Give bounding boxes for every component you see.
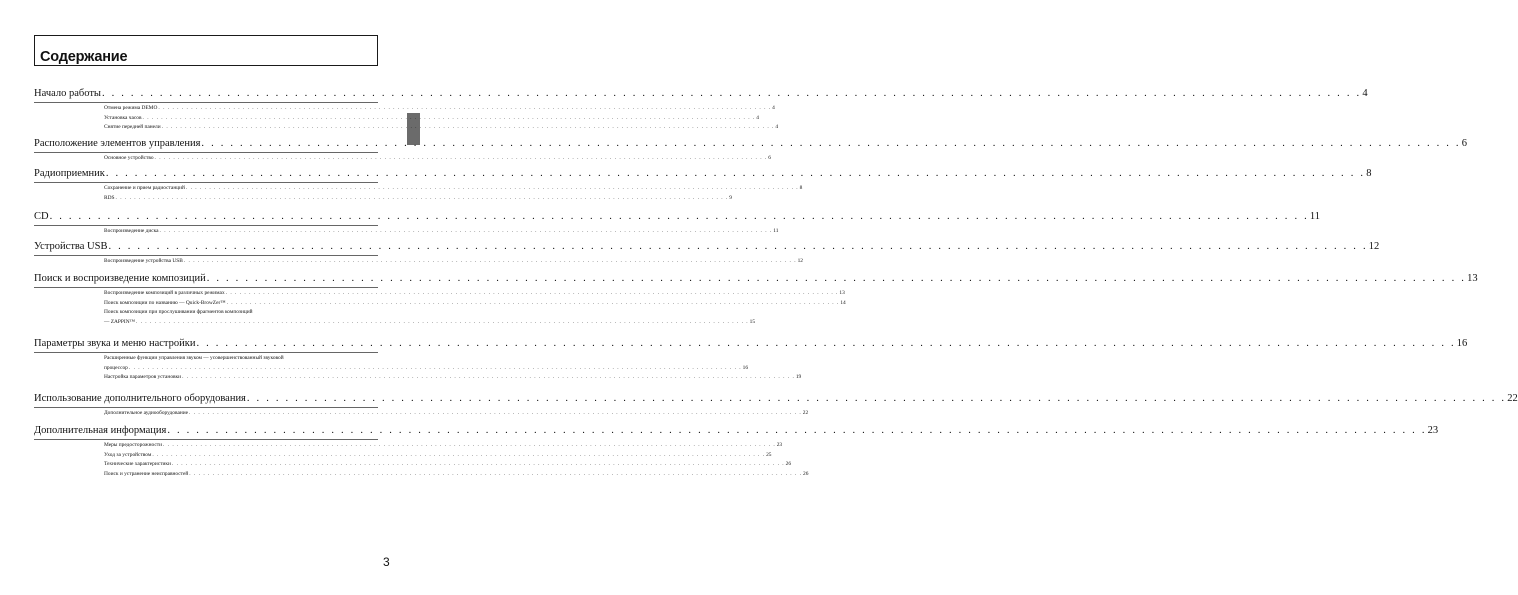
dot-leader: . . . . . . . . . . . . . . . . . . . . . . . . . . . . . . . . . . . . . . . . . . . . . . . . . . . . . . . . . . . . . . . . . . . . . . . . . . . . . . . . . . . . . . . . . . . . . . . . . . . . . . . . . . . . . . . . . . . . . . . . . . . . . . . . . . .: [142, 114, 756, 121]
toc-item-label: Сохранение и прием радиостанций: [104, 185, 185, 191]
toc-item-page: 11: [773, 228, 779, 234]
toc-section-entry[interactable]: [34, 210, 1321, 223]
toc-subitems: [34, 104, 779, 133]
dot-leader: . . . . . . . . . . . . . . . . . . . . . . . . . . . . . . . . . . . . . . . . . . . . . . . . . . . . . . . . . . . . . . . . . . . . . . . . . . . . . . . . . . . . . . . . . . . . . . . . . . . . . . . . . . . . . . . . . . . . . . . . . . . . . . . . . . .: [171, 461, 785, 468]
section-divider: [34, 439, 378, 440]
toc-item-page: 14: [840, 299, 846, 306]
toc-section-title: Поиск и воспроизведение композиций: [34, 273, 206, 284]
dot-leader: . . . . . . . . . . . . . . . . . . . . . . . . . . . . . . . . . . . . . . . . . . . . . . . . . . . . . . . . . . . . . . . . . . . . . . . . . . . . . . . . . . . . . . . . . . . . . . . . . . . . . . . . . . . . . . . . . . . . . . . . . . . . . . . . . . .: [108, 241, 1368, 252]
section-divider: [34, 407, 378, 408]
toc-section: [34, 87, 1368, 133]
toc-section-page: 23: [1427, 425, 1439, 436]
dot-leader: . . . . . . . . . . . . . . . . . . . . . . . . . . . . . . . . . . . . . . . . . . . . . . . . . . . . . . . . . . . . . . . . . . . . . . . . . . . . . . . . . . . . . . . . . . . . . . . . . . . . . . . . . . . . . . . . . . . . . . . . . . . . . . . . . . .: [128, 364, 742, 371]
toc-section: [34, 210, 1321, 237]
toc-item-label: Технические характеристики: [104, 461, 171, 468]
toc-item-label: процессор: [104, 364, 128, 371]
toc-item-entry[interactable]: [104, 104, 775, 114]
dot-leader: . . . . . . . . . . . . . . . . . . . . . . . . . . . . . . . . . . . . . . . . . . . . . . . . . . . . . . . . . . . . . . . . . . . . . . . . . . . . . . . . . . . . . . . . . . . . . . . . . . . . . . . . . . . . . . . . . . . . . . . . . . . . . . . . . . .: [189, 470, 803, 477]
toc-item-page: 26: [803, 470, 809, 477]
toc-section-entry[interactable]: [34, 87, 1368, 100]
toc-section-page: 11: [1309, 211, 1321, 222]
dot-leader: . . . . . . . . . . . . . . . . . . . . . . . . . . . . . . . . . . . . . . . . . . . . . . . . . . . . . . . . . . . . . . . . . . . . . . . . . . . . . . . . . . . . . . . . . . . . . . . . . . . . . . . . . . . . . . . . . . . . . . . . . . . . . . . . . . .: [49, 211, 1309, 222]
toc-item-label: Дополнительное аудиооборудование: [104, 410, 189, 416]
dot-leader: . . . . . . . . . . . . . . . . . . . . . . . . . . . . . . . . . . . . . . . . . . . . . . . . . . . . . . . . . . . . . . . . . . . . . . . . . . . . . . . . . . . . . . . . . . . . . . . . . . . . . . . . . . . . . . . . . . . . . . . . . . . . . . . . . . .: [206, 273, 1467, 284]
toc-item-page: 25: [766, 451, 772, 458]
toc-item-entry[interactable]: [104, 409, 809, 419]
toc-item-label: — ZAPPIN™: [104, 318, 135, 325]
toc-section: [34, 337, 1468, 383]
dot-leader: . . . . . . . . . . . . . . . . . . . . . . . . . . . . . . . . . . . . . . . . . . . . . . . . . . . . . . . . . . . . . . . . . . . . . . . . . . . . . . . . . . . . . . . . . . . . . . . . . . . . . . . . . . . . . . . . . . . . . . . . . . . . . . . . . . .: [161, 124, 775, 131]
toc-subitems: [34, 441, 809, 479]
dot-leader: . . . . . . . . . . . . . . . . . . . . . . . . . . . . . . . . . . . . . . . . . . . . . . . . . . . . . . . . . . . . . . . . . . . . . . . . . . . . . . . . . . . . . . . . . . . . . . . . . . . . . . . . . . . . . . . . . . . . . . . . . . . . . . . . . . .: [105, 168, 1366, 179]
toc-section-page: 22: [1507, 393, 1518, 404]
toc-section-title: CD: [34, 211, 49, 222]
toc-item-label: Воспроизведение композиций в различных режимах: [104, 290, 225, 296]
toc-item-label: Поиск композиции при прослушивании фрагментов композиций: [104, 309, 253, 316]
toc-item-label: Отмена режима DEMO: [104, 105, 158, 111]
toc-section-entry[interactable]: [34, 424, 1439, 437]
toc-item-entry[interactable]: [104, 373, 802, 383]
toc-section-title: Радиоприемник: [34, 168, 105, 179]
toc-item-page: 4: [775, 124, 779, 131]
toc-subitems: [34, 184, 803, 203]
toc-item-entry[interactable]: [104, 257, 803, 267]
dot-leader: . . . . . . . . . . . . . . . . . . . . . . . . . . . . . . . . . . . . . . . . . . . . . . . . . . . . . . . . . . . . . . . . . . . . . . . . . . . . . . . . . . . . . . . . . . . . . . . . . . . . . . . . . . . . . . . . . . . . . . . . . . . . . . . . . . .: [152, 451, 766, 458]
toc-subitems: [34, 227, 779, 237]
toc-section-page: 12: [1368, 241, 1380, 252]
toc-item-label: Поиск и устранение неисправностей: [104, 470, 189, 477]
contents-title-box: [34, 35, 378, 66]
section-divider: [34, 225, 378, 226]
toc-section-page: 8: [1366, 168, 1372, 179]
toc-item-page: 15: [749, 318, 756, 325]
dot-leader: . . . . . . . . . . . . . . . . . . . . . . . . . . . . . . . . . . . . . . . . . . . . . . . . . . . . . . . . . . . . . . . . . . . . . . . . . . . . . . . . . . . . . . . . . . . . . . . . . . . . . . . . . . . . . . . . . . . . . . . . . . . . . . . . . . .: [201, 138, 1461, 149]
toc-section-title: Использование дополнительного оборудования: [34, 393, 246, 404]
toc-item-entry[interactable]: [104, 227, 779, 237]
toc-section: [34, 424, 1439, 479]
dot-leader: . . . . . . . . . . . . . . . . . . . . . . . . . . . . . . . . . . . . . . . . . . . . . . . . . . . . . . . . . . . . . . . . . . . . . . . . . . . . . . . . . . . . . . . . . . . . . . . . . . . . . . . . . . . . . . . . . . . . . . . . . . . . . . . . . . .: [135, 318, 749, 325]
toc-section: [34, 240, 1380, 267]
toc-item-entry[interactable]: [104, 470, 809, 480]
toc-item-page: 19: [795, 374, 802, 381]
toc-item-label: RDS: [104, 194, 115, 201]
toc-section-title: Расположение элементов управления: [34, 138, 201, 149]
dot-leader: . . . . . . . . . . . . . . . . . . . . . . . . . . . . . . . . . . . . . . . . . . . . . . . . . . . . . . . . . . . . . . . . . . . . . . . . . . . . . . . . . . . . . . . . . . . . . . . . . . . . . . . . . . . . . . . . . . . . . . . . . . . . . . . . . . .: [158, 105, 772, 111]
dot-leader: . . . . . . . . . . . . . . . . . . . . . . . . . . . . . . . . . . . . . . . . . . . . . . . . . . . . . . . . . . . . . . . . . . . . . . . . . . . . . . . . . . . . . . . . . . . . . . . . . . . . . . . . . . . . . . . . . . . . . . . . . . . . . . . . . . .: [189, 410, 802, 416]
toc-item-page: 23: [776, 442, 783, 448]
toc-section-entry[interactable]: [34, 167, 1372, 180]
toc-item-entry[interactable]: [104, 289, 845, 299]
dot-leader: . . . . . . . . . . . . . . . . . . . . . . . . . . . . . . . . . . . . . . . . . . . . . . . . . . . . . . . . . . . . . . . . . . . . . . . . . . . . . . . . . . . . . . . . . . . . . . . . . . . . . . . . . . . . . . . . . . . . . . . . . . . . . . . . . . .: [183, 258, 797, 264]
toc-item-page: 16: [742, 364, 749, 371]
toc-section: [34, 167, 1372, 203]
toc-section: [34, 137, 1467, 164]
toc-item-page: 6: [768, 155, 771, 161]
toc-item-label: Настройка параметров установки: [104, 374, 182, 381]
dot-leader: . . . . . . . . . . . . . . . . . . . . . . . . . . . . . . . . . . . . . . . . . . . . . . . . . . . . . . . . . . . . . . . . . . . . . . . . . . . . . . . . . . . . . . . . . . . . . . . . . . . . . . . . . . . . . . . . . . . . . . . . . . . . . . . . . . .: [154, 155, 768, 161]
section-divider: [34, 287, 378, 288]
section-divider: [34, 352, 378, 353]
toc-item-label: Расширенные функции управления звуком — усовершенствованный звуковой: [104, 355, 284, 361]
toc-subitems: [34, 154, 771, 164]
toc-section-page: 4: [1362, 88, 1368, 99]
toc-item-entry[interactable]: [104, 123, 779, 133]
page-title: Содержание: [40, 49, 128, 65]
dot-leader: . . . . . . . . . . . . . . . . . . . . . . . . . . . . . . . . . . . . . . . . . . . . . . . . . . . . . . . . . . . . . . . . . . . . . . . . . . . . . . . . . . . . . . . . . . . . . . . . . . . . . . . . . . . . . . . . . . . . . . . . . . . . . . . . . . .: [185, 185, 799, 191]
toc-item-page: 26: [785, 461, 792, 468]
toc-item-page: 22: [802, 410, 809, 416]
toc-item-label: Воспроизведение диска: [104, 228, 159, 234]
toc-item-page: 9: [729, 194, 732, 201]
dot-leader: . . . . . . . . . . . . . . . . . . . . . . . . . . . . . . . . . . . . . . . . . . . . . . . . . . . . . . . . . . . . . . . . . . . . . . . . . . . . . . . . . . . . . . . . . . . . . . . . . . . . . . . . . . . . . . . . . . . . . . . . . . . . . . . . . . .: [115, 194, 729, 201]
toc-item-page: 8: [799, 185, 803, 191]
dot-leader: . . . . . . . . . . . . . . . . . . . . . . . . . . . . . . . . . . . . . . . . . . . . . . . . . . . . . . . . . . . . . . . . . . . . . . . . . . . . . . . . . . . . . . . . . . . . . . . . . . . . . . . . . . . . . . . . . . . . . . . . . . . . . . . . . . .: [162, 442, 776, 448]
toc-item-entry[interactable]: [104, 451, 772, 461]
toc-item-label: Уход за устройством: [104, 451, 152, 458]
toc-subitems: [34, 409, 809, 419]
toc-section-title: Устройства USB: [34, 241, 108, 252]
dot-leader: . . . . . . . . . . . . . . . . . . . . . . . . . . . . . . . . . . . . . . . . . . . . . . . . . . . . . . . . . . . . . . . . . . . . . . . . . . . . . . . . . . . . . . . . . . . . . . . . . . . . . . . . . . . . . . . . . . . . . . . . . . . . . . . . . . .: [246, 393, 1507, 404]
toc-item-page: 13: [839, 290, 845, 296]
toc-section-entry[interactable]: [34, 337, 1468, 350]
toc-item-entry[interactable]: [104, 299, 846, 309]
toc-item-label: Снятие передней панели: [104, 124, 161, 131]
toc-item-page: 12: [797, 258, 803, 264]
section-divider: [34, 102, 378, 103]
toc-item-entry[interactable]: [104, 194, 732, 204]
toc-item-entry[interactable]: [104, 114, 759, 124]
toc-section-page: 13: [1467, 273, 1478, 284]
toc-section-entry[interactable]: [34, 272, 1478, 285]
toc-section-entry[interactable]: [34, 137, 1467, 150]
toc-section-page: 16: [1456, 338, 1468, 349]
toc-section-title: Дополнительная информация: [34, 425, 167, 436]
toc-section-page: 6: [1461, 138, 1467, 149]
dot-leader: . . . . . . . . . . . . . . . . . . . . . . . . . . . . . . . . . . . . . . . . . . . . . . . . . . . . . . . . . . . . . . . . . . . . . . . . . . . . . . . . . . . . . . . . . . . . . . . . . . . . . . . . . . . . . . . . . . . . . . . . . . . . . . . . . . .: [196, 338, 1456, 349]
section-divider: [34, 182, 378, 183]
toc-item-entry[interactable]: [104, 364, 749, 374]
toc-section-entry[interactable]: [34, 240, 1380, 253]
toc-item-entry[interactable]: [104, 318, 756, 328]
toc-section-entry[interactable]: [34, 392, 1518, 405]
toc-item-entry[interactable]: [104, 184, 803, 194]
toc-subitems: [34, 289, 846, 327]
toc-item-label: Установка часов: [104, 114, 142, 121]
toc-item-label: Меры предосторожности: [104, 442, 162, 448]
toc-section: [34, 272, 1478, 327]
dot-leader: . . . . . . . . . . . . . . . . . . . . . . . . . . . . . . . . . . . . . . . . . . . . . . . . . . . . . . . . . . . . . . . . . . . . . . . . . . . . . . . . . . . . . . . . . . . . . . . . . . . . . . . . . . . . . . . . . . . . . . . . . . . . . . . . . . .: [225, 290, 839, 296]
dot-leader: . . . . . . . . . . . . . . . . . . . . . . . . . . . . . . . . . . . . . . . . . . . . . . . . . . . . . . . . . . . . . . . . . . . . . . . . . . . . . . . . . . . . . . . . . . . . . . . . . . . . . . . . . . . . . . . . . . . . . . . . . . . . . . . . . . .: [101, 88, 1362, 99]
toc-section: [34, 392, 1518, 419]
dot-leader: . . . . . . . . . . . . . . . . . . . . . . . . . . . . . . . . . . . . . . . . . . . . . . . . . . . . . . . . . . . . . . . . . . . . . . . . . . . . . . . . . . . . . . . . . . . . . . . . . . . . . . . . . . . . . . . . . . . . . . . . . . . . . . . . . . .: [167, 425, 1427, 436]
dot-leader: . . . . . . . . . . . . . . . . . . . . . . . . . . . . . . . . . . . . . . . . . . . . . . . . . . . . . . . . . . . . . . . . . . . . . . . . . . . . . . . . . . . . . . . . . . . . . . . . . . . . . . . . . . . . . . . . . . . . . . . . . . . . . . . . . . .: [226, 299, 840, 306]
dot-leader: . . . . . . . . . . . . . . . . . . . . . . . . . . . . . . . . . . . . . . . . . . . . . . . . . . . . . . . . . . . . . . . . . . . . . . . . . . . . . . . . . . . . . . . . . . . . . . . . . . . . . . . . . . . . . . . . . . . . . . . . . . . . . . . . . . .: [159, 228, 773, 234]
toc-subitems: [34, 257, 803, 267]
toc-item-entry[interactable]: [104, 154, 771, 164]
page-number: 3: [383, 555, 390, 569]
toc-subitems: [34, 354, 802, 383]
section-divider: [34, 255, 378, 256]
toc-item-label: Воспроизведение устройства USB: [104, 258, 183, 264]
toc-item-page: 4: [756, 114, 759, 121]
toc-section-title: Параметры звука и меню настройки: [34, 338, 196, 349]
toc-item-label: Основное устройство: [104, 155, 154, 161]
toc-item-entry[interactable]: [104, 460, 792, 470]
toc-item-page: 4: [772, 105, 775, 111]
toc-item-entry[interactable]: [104, 441, 783, 451]
section-divider: [34, 152, 378, 153]
dot-leader: . . . . . . . . . . . . . . . . . . . . . . . . . . . . . . . . . . . . . . . . . . . . . . . . . . . . . . . . . . . . . . . . . . . . . . . . . . . . . . . . . . . . . . . . . . . . . . . . . . . . . . . . . . . . . . . . . . . . . . . . . . . . . . . . . . .: [182, 374, 795, 381]
toc-section-title: Начало работы: [34, 88, 101, 99]
toc-item-label: Поиск композиции по названию — Quick-BrowZer™: [104, 299, 226, 306]
